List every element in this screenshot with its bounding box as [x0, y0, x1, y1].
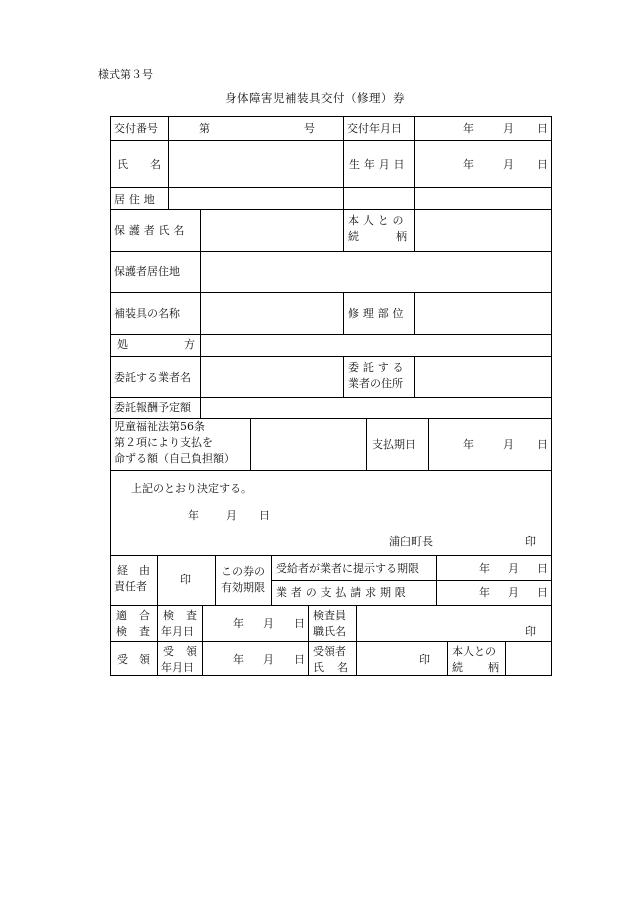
row-divider — [111, 209, 551, 210]
law-text-line3: 命ずる額（自己負担額） — [114, 452, 235, 465]
birth-date-label: 生年月日 — [349, 158, 409, 171]
col-divider — [157, 555, 158, 605]
col-divider — [200, 251, 201, 292]
billing-deadline-label: 業者の支払請求期限 — [276, 586, 410, 599]
document-title: 身体障害児補装具交付（修理）券 — [225, 91, 405, 105]
conformity-label-1b: 合 — [139, 609, 150, 622]
row-divider — [111, 356, 551, 357]
col-divider — [343, 356, 344, 397]
col-divider — [366, 418, 367, 470]
date-day: 日 — [537, 586, 548, 599]
row-divider — [271, 580, 551, 581]
contractor-address-label-1: 委託する — [348, 361, 408, 374]
date-year: 年 — [188, 509, 199, 522]
date-day: 日 — [294, 653, 305, 666]
row-divider — [111, 292, 551, 293]
relation-label-line1: 本人との — [348, 214, 408, 227]
date-day: 日 — [259, 509, 270, 522]
date-year: 年 — [463, 438, 474, 451]
via-label-2: 責任者 — [114, 580, 147, 593]
col-divider — [308, 605, 309, 676]
inspection-date-label-1b: 査 — [186, 609, 197, 622]
name-label-a: 氏 — [117, 158, 128, 171]
relation-label-2a: 続 — [452, 661, 463, 674]
mayor-seal: 印 — [525, 535, 536, 548]
row-divider — [111, 251, 551, 252]
row-divider — [111, 397, 551, 398]
relation-label-2b: 柄 — [396, 230, 407, 243]
date-month: 月 — [263, 617, 274, 630]
date-day: 日 — [537, 122, 548, 135]
col-divider — [343, 117, 344, 209]
name-label-b: 名 — [150, 158, 161, 171]
col-divider — [343, 292, 344, 334]
voucher-form-table — [110, 116, 552, 676]
receiver-label-2b: 名 — [337, 661, 348, 674]
inspector-label-2: 職氏名 — [313, 625, 346, 638]
date-day: 日 — [537, 438, 548, 451]
fee-label: 委託報酬予定額 — [114, 401, 191, 414]
conformity-label-2a: 検 — [116, 625, 127, 638]
row-divider — [111, 140, 551, 141]
date-month: 月 — [503, 438, 514, 451]
col-divider — [414, 117, 415, 209]
issue-date-label: 交付年月日 — [347, 122, 402, 135]
mayor-title: 浦臼町長 — [389, 535, 433, 548]
inspector-label-1: 検査員 — [313, 609, 346, 622]
receipt-date-label-2: 年月日 — [161, 661, 194, 674]
relation-label-2b: 柄 — [488, 661, 499, 674]
row-divider — [111, 418, 551, 419]
date-month: 月 — [263, 653, 274, 666]
address-label: 居住地 — [114, 193, 159, 206]
inspector-seal: 印 — [525, 625, 536, 638]
col-divider — [414, 292, 415, 334]
col-divider — [414, 209, 415, 251]
responsible-seal: 印 — [180, 573, 191, 586]
date-month: 月 — [508, 562, 519, 575]
date-year: 年 — [479, 562, 490, 575]
receiver-seal: 印 — [419, 653, 430, 666]
col-divider — [436, 555, 437, 605]
date-day: 日 — [537, 562, 548, 575]
repair-part-label: 修理部位 — [348, 307, 408, 320]
col-divider — [250, 418, 251, 470]
inspection-date-label-2: 年月日 — [161, 625, 194, 638]
prescription-label-a: 処 — [117, 338, 128, 351]
col-divider — [200, 397, 201, 418]
guardian-address-label: 保護者居住地 — [114, 265, 180, 278]
present-deadline-label: 受給者が業者に提示する期限 — [276, 562, 419, 575]
col-divider — [200, 209, 201, 256]
col-divider — [202, 605, 203, 676]
col-divider — [414, 356, 415, 397]
validity-label-1: この券の — [221, 565, 265, 578]
date-year: 年 — [463, 122, 474, 135]
form-number: 様式第３号 — [98, 68, 153, 81]
contractor-name-label: 委託する業者名 — [114, 371, 191, 384]
receiver-label-2a: 氏 — [313, 661, 324, 674]
col-divider — [200, 334, 201, 356]
contractor-address-label-2: 業者の住所 — [348, 377, 403, 390]
date-year: 年 — [479, 586, 490, 599]
date-month: 月 — [226, 509, 237, 522]
col-divider — [168, 117, 169, 209]
issue-number-prefix: 第 — [199, 122, 210, 135]
row-divider — [111, 641, 551, 642]
date-month: 月 — [503, 122, 514, 135]
date-month: 月 — [508, 586, 519, 599]
date-day: 日 — [537, 158, 548, 171]
guardian-name-label: 保護者氏名 — [114, 224, 189, 237]
col-divider — [505, 641, 506, 676]
date-year: 年 — [233, 617, 244, 630]
relation-label-line1: 本人との — [452, 645, 496, 658]
col-divider — [447, 641, 448, 676]
inspection-date-label-1a: 検 — [163, 609, 174, 622]
issue-number-suffix: 号 — [304, 122, 315, 135]
date-month: 月 — [503, 158, 514, 171]
row-divider — [111, 605, 551, 606]
issue-number-label: 交付番号 — [114, 122, 158, 135]
via-label-1a: 経 — [117, 564, 128, 577]
col-divider — [200, 292, 201, 334]
date-day: 日 — [294, 617, 305, 630]
receipt-label-a: 受 — [117, 653, 128, 666]
law-text-line2: 第２項により支払を — [114, 436, 213, 449]
prescription-label-b: 方 — [184, 338, 195, 351]
col-divider — [428, 418, 429, 470]
device-name-label: 補装具の名称 — [114, 307, 180, 320]
row-divider — [111, 555, 551, 556]
payment-deadline-label: 支払期日 — [372, 438, 416, 451]
col-divider — [157, 605, 158, 676]
via-label-1b: 由 — [139, 564, 150, 577]
col-divider — [271, 555, 272, 605]
receipt-label-b: 領 — [139, 653, 150, 666]
row-divider — [111, 334, 551, 335]
date-year: 年 — [233, 653, 244, 666]
validity-label-2: 有効期限 — [221, 581, 265, 594]
receipt-date-label-1a: 受 — [163, 645, 174, 658]
law-text-line1: 児童福祉法第56条 — [114, 420, 205, 433]
receiver-label-1: 受領者 — [313, 645, 346, 658]
date-year: 年 — [463, 158, 474, 171]
conformity-label-2b: 査 — [139, 625, 150, 638]
decision-statement: 上記のとおり決定する。 — [131, 482, 252, 495]
row-divider — [111, 187, 551, 188]
row-divider — [111, 470, 551, 471]
col-divider — [356, 605, 357, 676]
conformity-label-1a: 適 — [116, 609, 127, 622]
relation-label-2a: 続 — [348, 230, 359, 243]
col-divider — [200, 356, 201, 397]
col-divider — [215, 555, 216, 605]
col-divider — [343, 209, 344, 251]
receipt-date-label-1b: 領 — [186, 645, 197, 658]
